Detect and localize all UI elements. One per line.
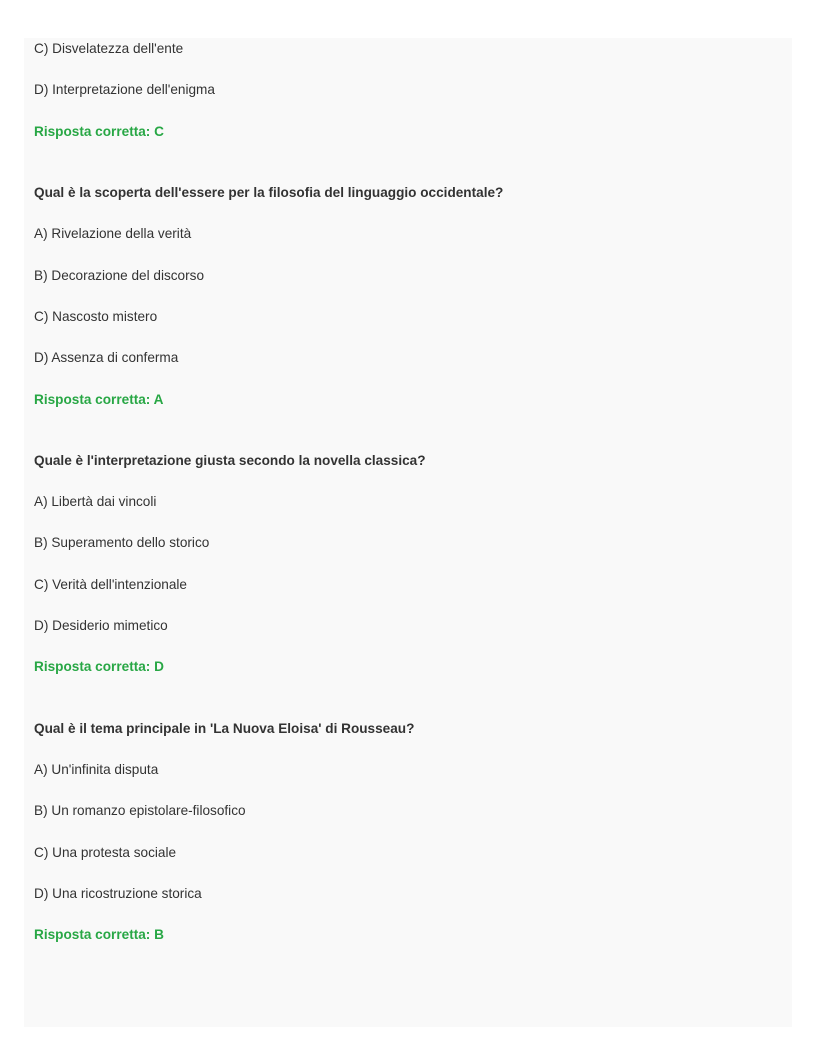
- correct-answer: Risposta corretta: B: [34, 927, 164, 943]
- option-b: B) Superamento dello storico: [34, 535, 210, 551]
- question-text: Qual è la scoperta dell'essere per la filosofia del linguaggio occidentale?: [34, 184, 504, 200]
- option-c: C) Nascosto mistero: [34, 308, 158, 324]
- question-text: Quale è l'interpretazione giusta secondo la novella classica?: [34, 452, 426, 468]
- option-c: C) Verità dell'intenzionale: [34, 576, 187, 592]
- option-c: C) Disvelatezza dell'ente: [34, 41, 184, 56]
- option-a: A) Rivelazione della verità: [34, 226, 192, 242]
- option-b: B) Decorazione del discorso: [34, 267, 205, 283]
- quiz-content: [24, 41, 792, 944]
- option-d: D) Interpretazione dell'enigma: [34, 82, 215, 98]
- option-d: D) Una ricostruzione storica: [34, 885, 202, 901]
- option-a: A) Libertà dai vincoli: [34, 494, 157, 510]
- option-d: D) Assenza di conferma: [34, 350, 179, 366]
- question-block: [34, 453, 782, 676]
- quiz-panel: [24, 38, 792, 1027]
- option-c: C) Una protesta sociale: [34, 844, 177, 860]
- correct-answer: Risposta corretta: D: [34, 659, 164, 675]
- option-d: D) Desiderio mimetico: [34, 618, 168, 634]
- option-a: A) Un'infinita disputa: [34, 762, 159, 777]
- question-block: [34, 721, 782, 944]
- question-text: Qual è il tema principale in 'La Nuova Eloisa' di Rousseau?: [34, 720, 415, 736]
- question-block: [34, 185, 782, 408]
- correct-answer: Risposta corretta: C: [34, 123, 164, 139]
- option-b: B) Un romanzo epistolare-filosofico: [34, 803, 246, 819]
- correct-answer: Risposta corretta: A: [34, 391, 164, 407]
